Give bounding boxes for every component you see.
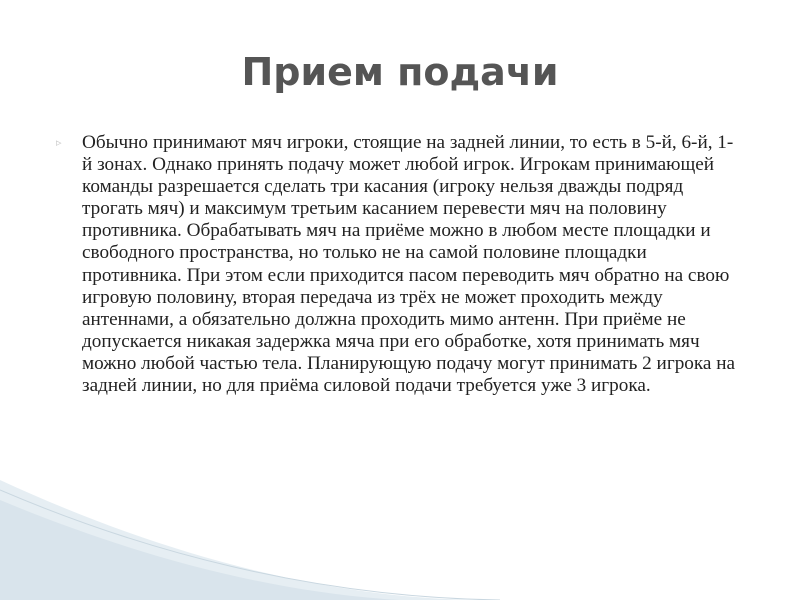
bullet-paragraph xyxy=(54,132,754,397)
slide-title: Прием подачи xyxy=(241,50,559,94)
body-text: Обычно принимают мяч игроки, стоящие на задней линии, то есть в 5-й, 6-й, 1-й зонах. Однако принять подачу может любой игрок. Игрокам принимающей команды разрешается сделать три касания (игроку нельзя дважды подряд трогать мяч) и максимум третьим касанием перевести мяч на половину противника. Обрабатывать мяч на приёме можно в любом месте площадки и свободного пространства, но только не на самой половине площадки противника. При этом если приходится пасом переводить мяч обратно на свою игровую половину, вторая передача из трёх не может проходить между антеннами, а обязательно должна проходить мимо антенн. При приёме не допускается никакая задержка мяча при его обработке, хотя принимать мяч можно любой частью тела. Планирующую подачу могут принимать 2 игрока на задней линии, но для приёма силовой подачи требуется уже 3 игрока. xyxy=(82,132,736,397)
corner-wave-decoration xyxy=(0,480,800,600)
hollow-arrow-bullet-icon: ▹ xyxy=(56,136,62,149)
